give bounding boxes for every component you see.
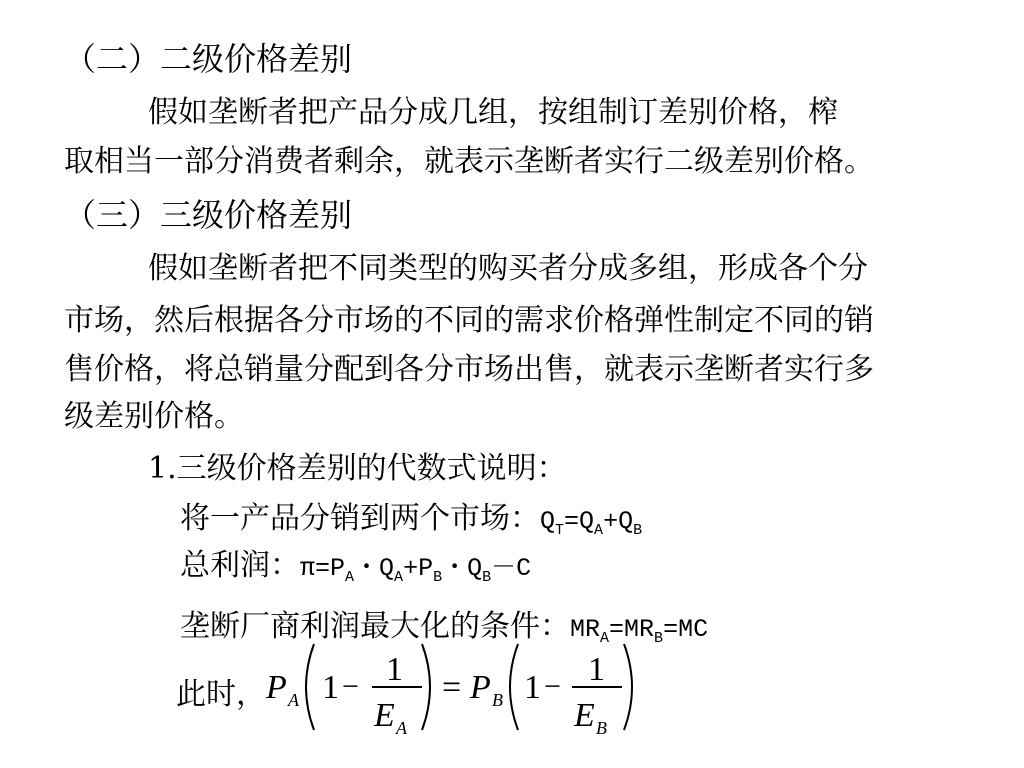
section-3-heading: （三）三级价格差别: [64, 196, 353, 234]
markets-label: 将一产品分销到两个市场：: [180, 501, 540, 536]
section-3-paragraph-line-2: 市场，然后根据各分市场的不同的需求价格弹性制定不同的销: [64, 303, 874, 338]
markets-equation: $Q_T=Q_A+Q_B$: [540, 507, 643, 539]
profit-equation: $\pi=P_A$・$Q_A+P_B$・$Q_B-C$: [300, 554, 532, 586]
section-3-paragraph-line-3: 售价格，将总销量分配到各分市场出售，就表示垄断者实行多: [64, 352, 874, 387]
formula-p-b-sub: B: [492, 690, 503, 710]
formula-frac-den-1-sub: A: [396, 718, 407, 738]
section-3-paragraph-line-1: 假如垄断者把不同类型的购买者分成多组，形成各个分: [148, 251, 868, 286]
profit-label: 总利润：: [180, 548, 300, 583]
formula-frac-den-2: E: [574, 697, 595, 734]
section-2-paragraph-line-2: 取相当一部分消费者剩余，就表示垄断者实行二级差别价格。: [64, 144, 874, 179]
formula-p-a: P: [266, 669, 287, 706]
formula-one-2: 1: [524, 669, 541, 706]
formula-right-paren-1: [422, 644, 430, 730]
formula-one-1: 1: [322, 669, 339, 706]
formula-minus-1: −: [342, 670, 359, 703]
formula-frac-den-1: E: [374, 697, 395, 734]
condition-equation: $MR_A=MR_B=MC$: [570, 615, 709, 647]
condition-label: 垄断厂商利润最大化的条件：: [180, 609, 570, 644]
formula-p-b: P: [470, 669, 491, 706]
formula-minus-2: −: [544, 670, 561, 703]
algebra-title: 1.三级价格差别的代数式说明：: [148, 451, 567, 486]
formula-frac-num-2: 1: [588, 651, 605, 688]
formula-frac-num-1: 1: [386, 651, 403, 688]
now-label: 此时，: [176, 677, 266, 712]
elasticity-formula: [262, 636, 642, 740]
section-3-paragraph-line-4: 级差别价格。: [64, 399, 244, 434]
formula-left-paren-2: [510, 644, 518, 730]
formula-p-a-sub: A: [288, 690, 299, 710]
formula-right-paren-2: [624, 644, 632, 730]
formula-equals: =: [442, 669, 462, 706]
formula-frac-den-2-sub: B: [596, 718, 607, 738]
markets-line: [180, 500, 642, 544]
section-2-paragraph-line-1: 假如垄断者把产品分成几组，按组制订差别价格，榨: [148, 95, 838, 130]
profit-line: [180, 547, 531, 591]
formula-left-paren-1: [306, 644, 314, 730]
section-2-heading: （二）二级价格差别: [64, 40, 353, 78]
